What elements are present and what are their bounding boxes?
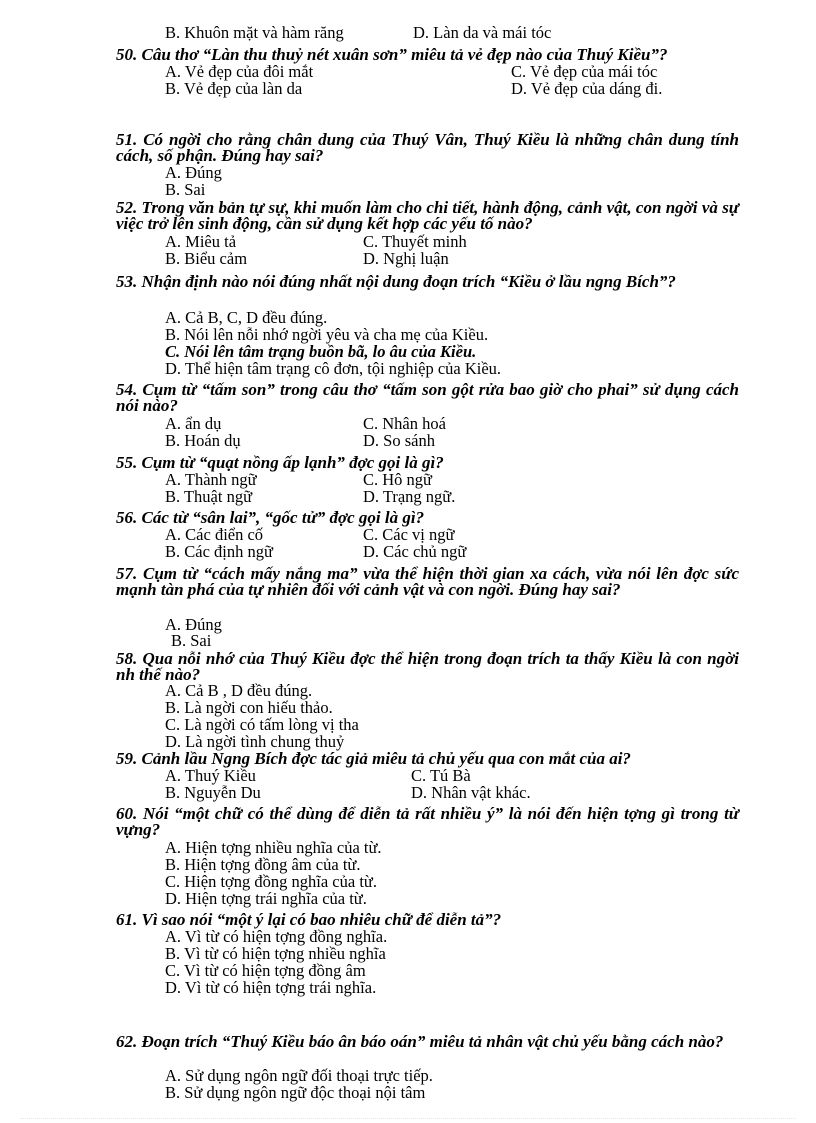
q52-option-d: D. Nghị luận xyxy=(363,249,449,268)
q59-option-d: D. Nhân vật khác. xyxy=(411,783,531,802)
q53-option-b: B. Nói lên nỗi nhớ ngời yêu và cha mẹ của Kiều. xyxy=(165,325,489,344)
q61-option-b: B. Vì từ có hiện tợng nhiều nghĩa xyxy=(165,944,386,963)
q61-option-c: C. Vì từ có hiện tợng đồng âm xyxy=(165,961,366,980)
q56-question: 56. Các từ “sân lai”, “gốc tử” đợc gọi là gì? xyxy=(116,508,425,527)
q58-option-d: D. Là ngời tình chung thuỷ xyxy=(165,732,345,751)
q57-option-b: B. Sai xyxy=(171,631,212,650)
q53-option-c: C. Nói lên tâm trạng buồn bã, lo âu của Kiều. xyxy=(165,342,477,361)
q60-option-d: D. Hiện tợng trái nghĩa của từ. xyxy=(165,889,367,908)
q55-option-c: C. Hô ngữ xyxy=(363,470,432,489)
q58-option-a: A. Cả B , D đều đúng. xyxy=(165,681,313,700)
q52-option-c: C. Thuyết minh xyxy=(363,232,467,251)
q52-option-a: A. Miêu tả xyxy=(165,232,237,251)
q58-option-b: B. Là ngời con hiếu thảo. xyxy=(165,698,333,717)
q55-option-d: D. Trạng ngữ. xyxy=(363,487,456,506)
q53-option-d: D. Thể hiện tâm trạng cô đơn, tội nghiệp của Kiều. xyxy=(165,359,502,378)
q52-question: 52. Trong văn bản tự sự, khi muốn làm cho chi tiết, hành động, cảnh vật, con ngời và sự việc trở lên sinh động, cần sử dụng kết hợp các yếu tố nào? xyxy=(116,198,739,233)
q52-option-b: B. Biểu cảm xyxy=(165,249,248,268)
q54-question: 54. Cụm từ “tấm son” trong câu thơ “tấm son gột rửa bao giờ cho phai” sử dụng cách nói nào? xyxy=(116,380,739,415)
q57-question: 57. Cụm từ “cách mấy nắng ma” vừa thể hiện thời gian xa cách, vừa nói lên đợc sức mạnh tàn phá của tự nhiên đối với cảnh vật và con ngời. Đúng hay sai? xyxy=(116,564,739,599)
page-bottom-divider xyxy=(20,1118,796,1119)
q61-option-d: D. Vì từ có hiện tợng trái nghĩa. xyxy=(165,978,377,997)
q50-option-a: A. Vẻ đẹp của đôi mắt xyxy=(165,62,314,81)
q49-option-d: D. Làn da và mái tóc xyxy=(413,23,552,42)
q50-option-d: D. Vẻ đẹp của dáng đi. xyxy=(511,79,663,98)
q61-question: 61. Vì sao nói “một ý lại có bao nhiêu chữ để diễn tả”? xyxy=(116,910,502,929)
q55-question: 55. Cụm từ “quạt nồng ấp lạnh” đợc gọi là gì? xyxy=(116,453,444,472)
q62-option-a: A. Sử dụng ngôn ngữ đối thoại trực tiếp. xyxy=(165,1066,433,1085)
q54-option-a: A. ẩn dụ xyxy=(165,414,222,433)
q59-option-a: A. Thuý Kiều xyxy=(165,766,256,785)
q54-option-d: D. So sánh xyxy=(363,431,435,450)
q59-option-c: C. Tú Bà xyxy=(411,766,471,785)
q57-option-a: A. Đúng xyxy=(165,615,222,634)
q56-option-d: D. Các chủ ngữ xyxy=(363,542,467,561)
q51-option-a: A. Đúng xyxy=(165,163,222,182)
q62-option-b: B. Sử dụng ngôn ngữ độc thoại nội tâm xyxy=(165,1083,426,1102)
q50-option-b: B. Vẻ đẹp của làn da xyxy=(165,79,303,98)
q62-question: 62. Đoạn trích “Thuý Kiều báo ân báo oán” miêu tả nhân vật chủ yếu bằng cách nào? xyxy=(116,1032,724,1051)
q54-option-b: B. Hoán dụ xyxy=(165,431,241,450)
q49-option-b: B. Khuôn mặt và hàm răng xyxy=(165,23,344,42)
q51-question: 51. Có ngời cho rằng chân dung của Thuý Vân, Thuý Kiều là những chân dung tính cách, số phận. Đúng hay sai? xyxy=(116,130,739,165)
q53-question: 53. Nhận định nào nói đúng nhất nội dung đoạn trích “Kiều ở lầu ngng Bích”? xyxy=(116,272,676,291)
q54-option-c: C. Nhân hoá xyxy=(363,414,446,433)
q59-question: 59. Cảnh lầu Ngng Bích đợc tác giả miêu tả chủ yếu qua con mắt của ai? xyxy=(116,749,631,768)
q61-option-a: A. Vì từ có hiện tợng đồng nghĩa. xyxy=(165,927,388,946)
q55-option-a: A. Thành ngữ xyxy=(165,470,257,489)
q58-question: 58. Qua nỗi nhớ của Thuý Kiều đợc thể hiện trong đoạn trích ta thấy Kiều là con ngời nh thế nào? xyxy=(116,649,739,684)
q58-option-c: C. Là ngời có tấm lòng vị tha xyxy=(165,715,359,734)
q50-option-c: C. Vẻ đẹp của mái tóc xyxy=(511,62,658,81)
q50-question: 50. Câu thơ “Làn thu thuỷ nét xuân sơn” miêu tả vẻ đẹp nào của Thuý Kiều”? xyxy=(116,45,668,64)
q60-option-c: C. Hiện tợng đồng nghĩa của từ. xyxy=(165,872,377,891)
q53-option-a: A. Cả B, C, D đều đúng. xyxy=(165,308,328,327)
q60-option-a: A. Hiện tợng nhiều nghĩa của từ. xyxy=(165,838,382,857)
q56-option-a: A. Các điển cố xyxy=(165,525,264,544)
q60-question: 60. Nói “một chữ có thể dùng để diễn tả rất nhiều ý” là nói đến hiện tợng gì trong từ vựng? xyxy=(116,804,739,839)
q59-option-b: B. Nguyễn Du xyxy=(165,783,261,802)
q60-option-b: B. Hiện tợng đồng âm của từ. xyxy=(165,855,361,874)
q56-option-c: C. Các vị ngữ xyxy=(363,525,455,544)
q56-option-b: B. Các định ngữ xyxy=(165,542,273,561)
q55-option-b: B. Thuật ngữ xyxy=(165,487,253,506)
q51-option-b: B. Sai xyxy=(165,180,206,199)
